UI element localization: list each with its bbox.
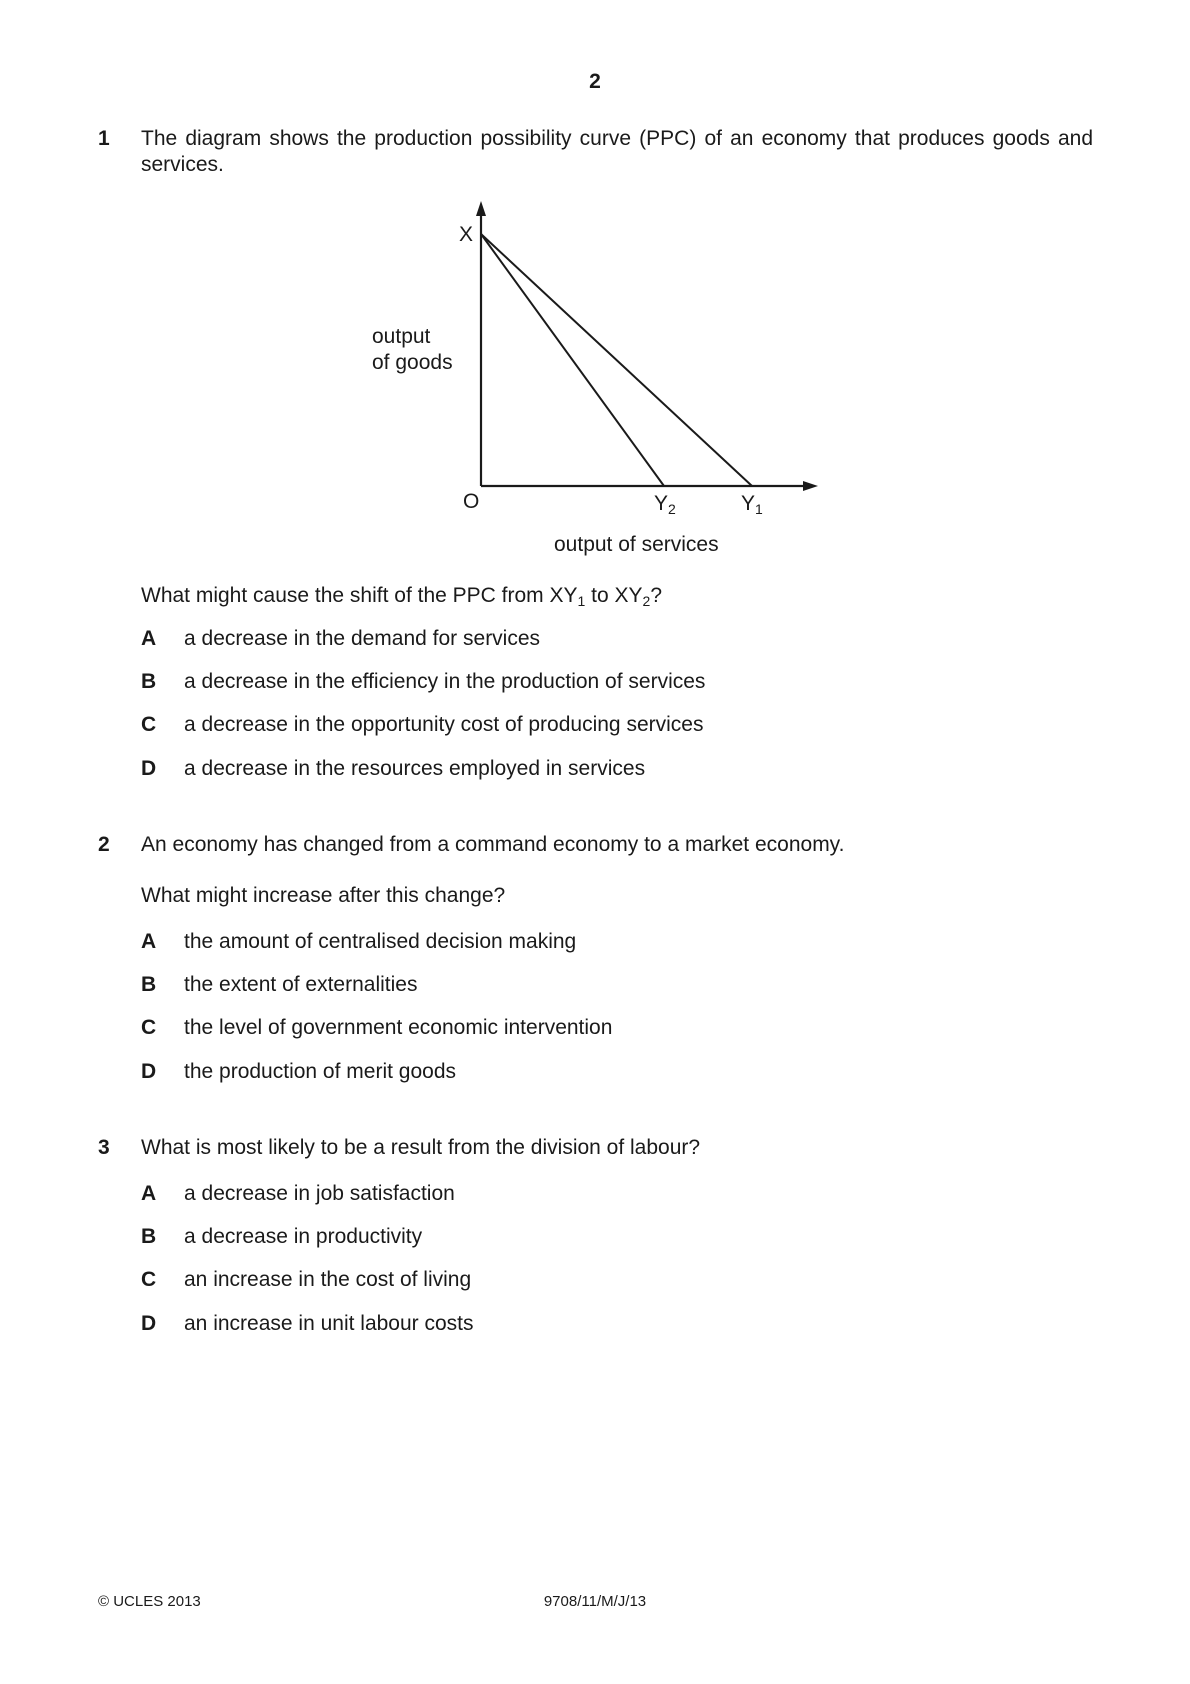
label-y2-base: Y (654, 492, 669, 515)
q2-option-c-text: the level of government economic intervention (184, 1016, 613, 1039)
question-3-stem: What is most likely to be a result from the division of labour? (141, 1136, 701, 1159)
q1-option-d-text: a decrease in the resources employed in services (184, 757, 646, 780)
label-y1-subscript: 1 (755, 501, 763, 517)
q2-option-d-text: the production of merit goods (184, 1060, 456, 1083)
label-y2-subscript: 2 (668, 501, 676, 517)
label-origin: O (463, 490, 480, 513)
question-1-number: 1 (98, 127, 110, 150)
q2-option-c-letter: C (141, 1016, 157, 1039)
ppc-diagram (0, 0, 1190, 560)
y-axis-label (372, 324, 453, 376)
page-number: 2 (589, 70, 601, 93)
q1-option-a-letter: A (141, 627, 157, 650)
q3-option-d-text: an increase in unit labour costs (184, 1312, 474, 1335)
prompt-subscript-1: 1 (577, 593, 586, 609)
label-y1-base: Y (741, 492, 756, 515)
question-3-number: 3 (98, 1136, 110, 1159)
q3-option-b-letter: B (141, 1225, 157, 1248)
y-axis-arrowhead (476, 201, 486, 216)
q2-option-b-text: the extent of externalities (184, 973, 418, 996)
q3-option-a-text: a decrease in job satisfaction (184, 1182, 455, 1205)
x-axis-arrowhead (803, 481, 818, 491)
y-axis-label-line-1: output (372, 325, 431, 348)
q3-option-c-text: an increase in the cost of living (184, 1268, 472, 1291)
q1-option-c-text: a decrease in the opportunity cost of producing services (184, 713, 704, 736)
question-2-stem: An economy has changed from a command economy to a market economy. (141, 833, 845, 856)
ppc-line-xy1 (481, 234, 752, 486)
q2-option-a-text: the amount of centralised decision making (184, 930, 577, 953)
q2-option-a-letter: A (141, 930, 157, 953)
q1-option-b-letter: B (141, 670, 157, 693)
question-1-stem: The diagram shows the production possibility curve (PPC) of an economy that produces goods and services. (141, 127, 1093, 176)
prompt-text-middle: to XY (585, 584, 643, 607)
question-2-number: 2 (98, 833, 110, 856)
q1-option-a-text: a decrease in the demand for services (184, 627, 541, 650)
prompt-subscript-2: 2 (642, 593, 651, 609)
q3-option-c-letter: C (141, 1268, 157, 1291)
question-1-prompt (141, 583, 662, 614)
q2-option-b-letter: B (141, 973, 157, 996)
q3-option-b-text: a decrease in productivity (184, 1225, 423, 1248)
label-y2 (654, 492, 676, 517)
q1-option-d-letter: D (141, 757, 157, 780)
q1-option-b-text: a decrease in the efficiency in the production of services (184, 670, 706, 693)
prompt-text-after: ? (650, 584, 663, 607)
footer-copyright: © UCLES 2013 (98, 1593, 201, 1610)
prompt-text-before: What might cause the shift of the PPC from XY (141, 584, 578, 607)
q3-option-a-letter: A (141, 1182, 157, 1205)
y-axis-label-line-2: of goods (372, 351, 453, 374)
q2-option-d-letter: D (141, 1060, 157, 1083)
q1-option-c-letter: C (141, 713, 157, 736)
question-2-prompt: What might increase after this change? (141, 884, 506, 907)
q3-option-d-letter: D (141, 1312, 157, 1335)
x-axis-label: output of services (554, 533, 719, 556)
footer-paper-code: 9708/11/M/J/13 (543, 1593, 647, 1610)
label-x: X (459, 223, 474, 246)
label-y1 (741, 492, 763, 517)
ppc-line-xy2 (481, 234, 664, 486)
